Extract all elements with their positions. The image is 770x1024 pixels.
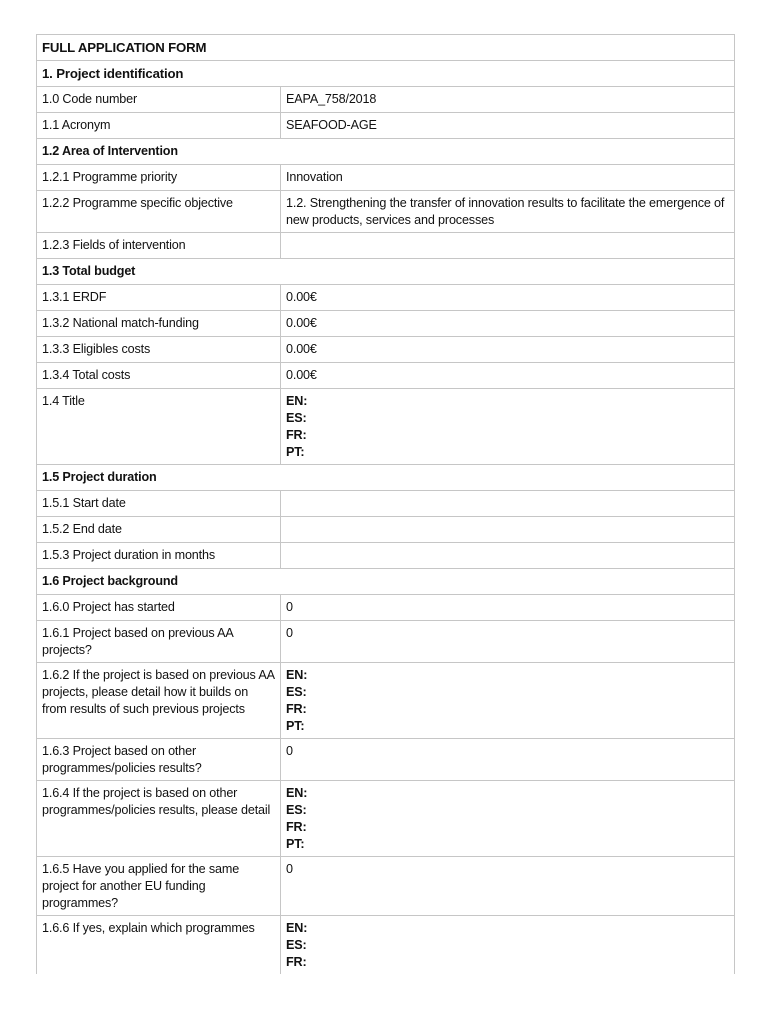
table-row <box>37 285 735 311</box>
row-value-languages <box>281 389 735 465</box>
row-value: SEAFOOD-AGE <box>281 113 735 139</box>
language-label-fr: FR: <box>286 820 307 834</box>
subsection-title-background: 1.6 Project background <box>37 569 735 595</box>
language-label-es: ES: <box>286 803 307 817</box>
application-form-page <box>36 34 734 974</box>
form-title: FULL APPLICATION FORM <box>37 35 735 61</box>
row-label: 1.3.2 National match-funding <box>37 311 281 337</box>
row-label: 1.6.6 If yes, explain which programmes <box>37 916 281 975</box>
language-label-fr: FR: <box>286 702 307 716</box>
subsection-title-row <box>37 569 735 595</box>
row-label: 1.6.1 Project based on previous AA projects? <box>37 621 281 663</box>
row-value: EAPA_758/2018 <box>281 87 735 113</box>
row-label: 1.2.3 Fields of intervention <box>37 233 281 259</box>
row-label: 1.0 Code number <box>37 87 281 113</box>
language-label-fr: FR: <box>286 955 307 969</box>
form-title-row <box>37 35 735 61</box>
row-value: 0 <box>281 595 735 621</box>
table-row <box>37 165 735 191</box>
row-label: 1.5.1 Start date <box>37 491 281 517</box>
language-label-es: ES: <box>286 411 307 425</box>
row-value: Innovation <box>281 165 735 191</box>
language-label-pt: PT: <box>286 719 305 733</box>
table-row <box>37 87 735 113</box>
row-label: 1.4 Title <box>37 389 281 465</box>
row-label: 1.3.4 Total costs <box>37 363 281 389</box>
table-row <box>37 857 735 916</box>
table-row <box>37 621 735 663</box>
row-value <box>281 543 735 569</box>
subsection-title-area: 1.2 Area of Intervention <box>37 139 735 165</box>
row-label: 1.2.1 Programme priority <box>37 165 281 191</box>
row-label: 1.1 Acronym <box>37 113 281 139</box>
table-row <box>37 517 735 543</box>
table-row <box>37 311 735 337</box>
language-label-en: EN: <box>286 394 308 408</box>
language-label-pt: PT: <box>286 837 305 851</box>
row-value: 0.00€ <box>281 337 735 363</box>
row-label: 1.5.3 Project duration in months <box>37 543 281 569</box>
row-value <box>281 491 735 517</box>
language-label-es: ES: <box>286 685 307 699</box>
row-value-languages <box>281 781 735 857</box>
language-label-fr: FR: <box>286 428 307 442</box>
row-value: 1.2. Strengthening the transfer of innovation results to facilitate the emergence of new products, services and processes <box>281 191 735 233</box>
row-value <box>281 517 735 543</box>
row-label: 1.6.4 If the project is based on other programmes/policies results, please detail <box>37 781 281 857</box>
table-row <box>37 113 735 139</box>
row-label: 1.6.2 If the project is based on previous AA projects, please detail how it builds on from results of such previous projects <box>37 663 281 739</box>
language-label-pt: PT: <box>286 445 305 459</box>
row-value-languages <box>281 916 735 975</box>
table-row <box>37 543 735 569</box>
table-row <box>37 663 735 739</box>
subsection-title-row <box>37 259 735 285</box>
row-value: 0.00€ <box>281 363 735 389</box>
table-row <box>37 191 735 233</box>
subsection-title-budget: 1.3 Total budget <box>37 259 735 285</box>
row-label: 1.3.3 Eligibles costs <box>37 337 281 363</box>
subsection-title-row <box>37 465 735 491</box>
row-value: 0.00€ <box>281 285 735 311</box>
section-title-row <box>37 61 735 87</box>
row-label: 1.6.5 Have you applied for the same project for another EU funding programmes? <box>37 857 281 916</box>
table-row <box>37 337 735 363</box>
subsection-title-row <box>37 139 735 165</box>
table-row <box>37 491 735 517</box>
row-value: 0.00€ <box>281 311 735 337</box>
language-label-es: ES: <box>286 938 307 952</box>
row-label: 1.3.1 ERDF <box>37 285 281 311</box>
row-value: 0 <box>281 739 735 781</box>
table-row <box>37 916 735 975</box>
subsection-title-duration: 1.5 Project duration <box>37 465 735 491</box>
table-row <box>37 389 735 465</box>
row-value <box>281 233 735 259</box>
table-row <box>37 363 735 389</box>
table-row <box>37 781 735 857</box>
table-row <box>37 739 735 781</box>
language-label-en: EN: <box>286 786 308 800</box>
row-value: 0 <box>281 857 735 916</box>
row-value: 0 <box>281 621 735 663</box>
row-label: 1.6.3 Project based on other programmes/policies results? <box>37 739 281 781</box>
row-label: 1.5.2 End date <box>37 517 281 543</box>
application-form-table <box>36 34 735 974</box>
language-label-en: EN: <box>286 668 308 682</box>
row-label: 1.2.2 Programme specific objective <box>37 191 281 233</box>
row-value-languages <box>281 663 735 739</box>
row-label: 1.6.0 Project has started <box>37 595 281 621</box>
section-title-project-identification: 1. Project identification <box>37 61 735 87</box>
table-row <box>37 233 735 259</box>
table-row <box>37 595 735 621</box>
language-label-en: EN: <box>286 921 308 935</box>
